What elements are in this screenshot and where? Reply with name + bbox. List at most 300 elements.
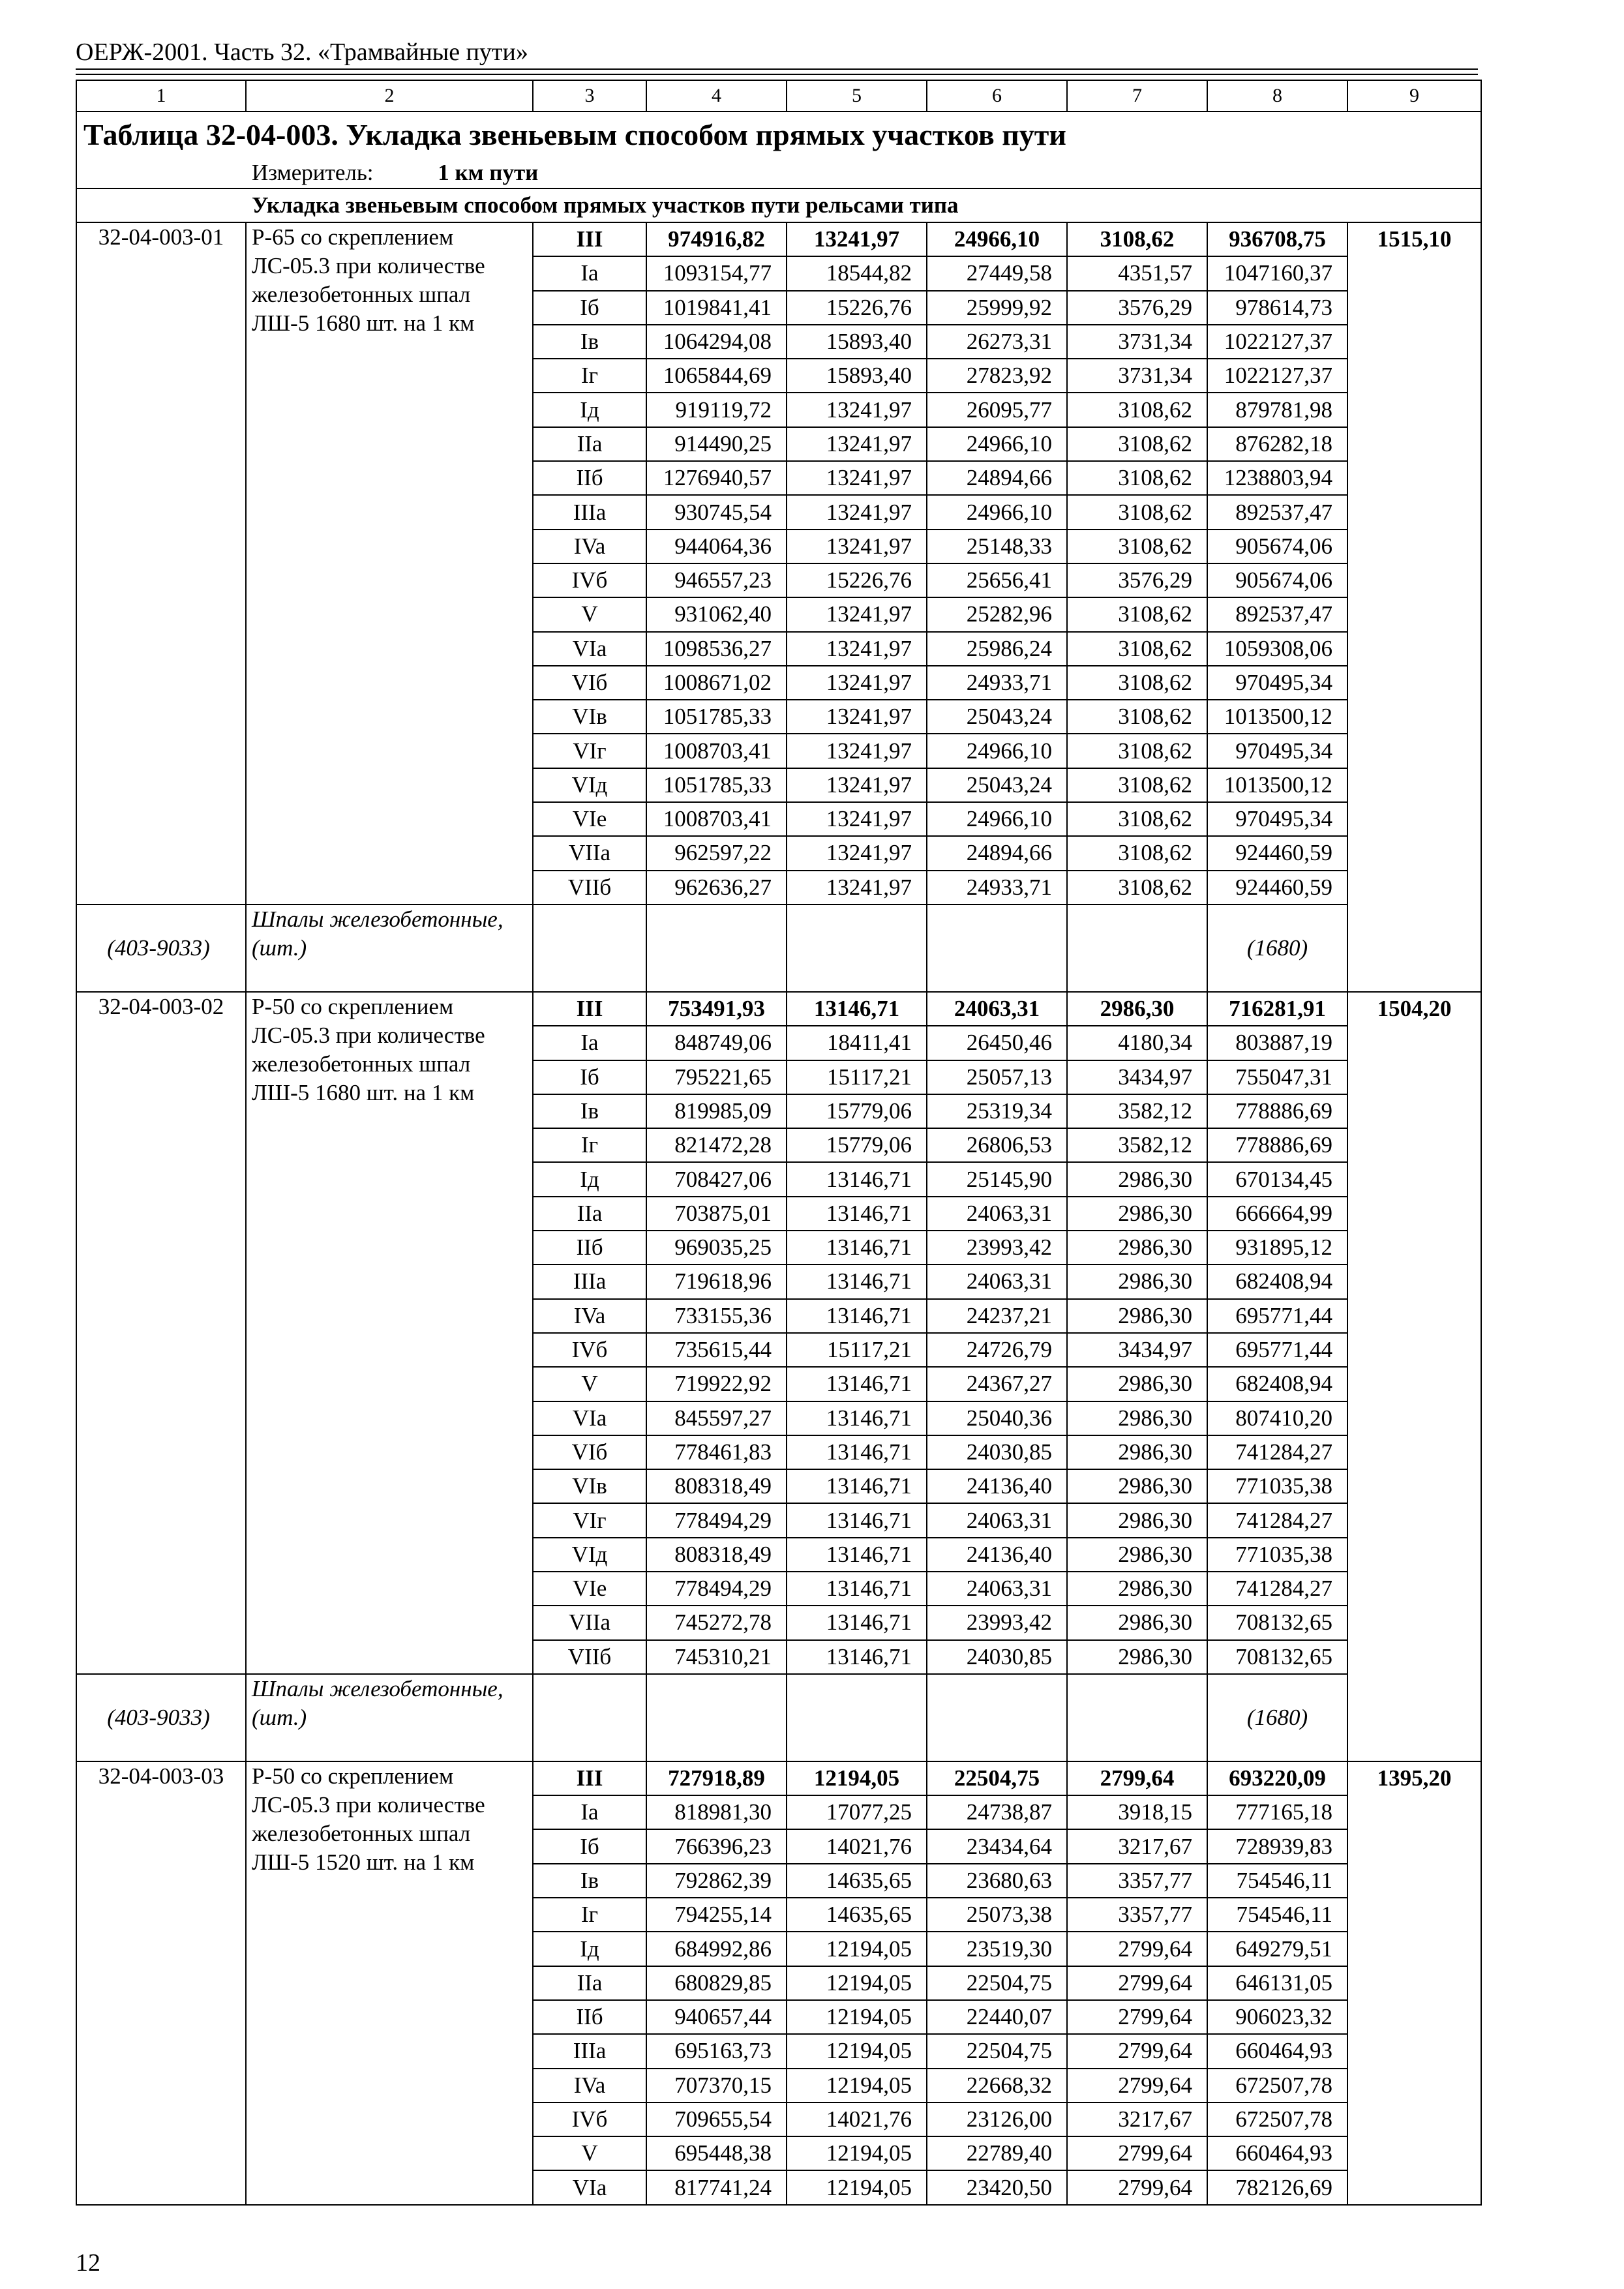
value-cell: 919119,72 — [646, 393, 787, 426]
zone-cell: Iб — [533, 1829, 646, 1863]
value-cell: 905674,06 — [1207, 563, 1347, 597]
value-cell: 18411,41 — [787, 1026, 927, 1060]
zone-cell: III — [533, 992, 646, 1026]
value-cell: 876282,18 — [1207, 427, 1347, 461]
value-cell: 795221,65 — [646, 1060, 787, 1094]
value-cell: 693220,09 — [1207, 1761, 1347, 1795]
value-cell: 15226,76 — [787, 291, 927, 325]
value-cell: 808318,49 — [646, 1469, 787, 1503]
value-cell: 26273,31 — [927, 325, 1067, 359]
value-cell: 3108,62 — [1067, 768, 1207, 802]
value-cell: 962597,22 — [646, 836, 787, 870]
value-cell: 22668,32 — [927, 2069, 1067, 2102]
value-cell: 821472,28 — [646, 1128, 787, 1162]
value-cell: 23680,63 — [927, 1864, 1067, 1898]
zone-cell: VIб — [533, 1435, 646, 1469]
value-cell: 2986,30 — [1067, 1503, 1207, 1537]
value-cell: 3217,67 — [1067, 1829, 1207, 1863]
value-cell: 3108,62 — [1067, 666, 1207, 700]
value-cell: 13146,71 — [787, 1367, 927, 1401]
measure-value: 1 км пути — [438, 160, 539, 185]
value-cell: 695771,44 — [1207, 1299, 1347, 1333]
value-cell: 2799,64 — [1067, 2069, 1207, 2102]
zone-cell: VIе — [533, 802, 646, 836]
value-cell: 930745,54 — [646, 495, 787, 529]
zone-cell: V — [533, 1367, 646, 1401]
table-title: Таблица 32-04-003. Укладка звеньевым способом прямых участков пути — [76, 112, 1481, 158]
value-cell: 15117,21 — [787, 1333, 927, 1367]
value-cell: 660464,93 — [1207, 2136, 1347, 2170]
value-cell: 24030,85 — [927, 1640, 1067, 1674]
empty-cell — [533, 1674, 646, 1761]
zone-cell: Iд — [533, 393, 646, 426]
value-cell: 13146,71 — [787, 1606, 927, 1639]
zone-cell: VIIa — [533, 1606, 646, 1639]
zone-cell: V — [533, 2136, 646, 2170]
rate-description — [246, 222, 533, 905]
value-cell: 695448,38 — [646, 2136, 787, 2170]
value-cell: 1051785,33 — [646, 700, 787, 734]
rate-code: 32-04-003-02 — [76, 992, 246, 1674]
zone-cell: III — [533, 222, 646, 256]
value-cell: 24063,31 — [927, 1572, 1067, 1606]
value-cell: 12194,05 — [787, 2136, 927, 2170]
value-cell: 3108,62 — [1067, 495, 1207, 529]
value-cell: 807410,20 — [1207, 1401, 1347, 1435]
value-cell: 978614,73 — [1207, 291, 1347, 325]
value-cell: 13146,71 — [787, 1231, 927, 1264]
value-cell: 3357,77 — [1067, 1864, 1207, 1898]
value-cell: 3108,62 — [1067, 393, 1207, 426]
value-cell: 1276940,57 — [646, 461, 787, 495]
value-cell: 719618,96 — [646, 1264, 787, 1298]
value-cell: 782126,69 — [1207, 2170, 1347, 2204]
value-cell: 1238803,94 — [1207, 461, 1347, 495]
value-cell: 818981,30 — [646, 1795, 787, 1829]
sleeper-qty: (1680) — [1207, 1674, 1347, 1761]
value-cell: 969035,25 — [646, 1231, 787, 1264]
value-cell: 26450,46 — [927, 1026, 1067, 1060]
value-cell: 2799,64 — [1067, 1966, 1207, 2000]
value-cell: 22440,07 — [927, 2000, 1067, 2034]
column-number: 2 — [246, 80, 533, 112]
value-cell: 3576,29 — [1067, 563, 1207, 597]
value-cell: 24933,71 — [927, 666, 1067, 700]
value-cell: 803887,19 — [1207, 1026, 1347, 1060]
labor-cell: 1504,20 — [1347, 992, 1481, 1761]
value-cell: 13241,97 — [787, 700, 927, 734]
value-cell: 13146,71 — [787, 1503, 927, 1537]
value-cell: 24136,40 — [927, 1538, 1067, 1572]
value-cell: 22504,75 — [927, 1966, 1067, 2000]
value-cell: 2799,64 — [1067, 2136, 1207, 2170]
value-cell: 2986,30 — [1067, 1469, 1207, 1503]
value-cell: 24966,10 — [927, 427, 1067, 461]
zone-cell: IIa — [533, 427, 646, 461]
zone-cell: IVa — [533, 2069, 646, 2102]
value-cell: 3108,62 — [1067, 597, 1207, 631]
value-cell: 13241,97 — [787, 802, 927, 836]
value-cell: 26806,53 — [927, 1128, 1067, 1162]
value-cell: 2986,30 — [1067, 1264, 1207, 1298]
zone-cell: V — [533, 597, 646, 631]
value-cell: 970495,34 — [1207, 802, 1347, 836]
value-cell: 1019841,41 — [646, 291, 787, 325]
value-cell: 735615,44 — [646, 1333, 787, 1367]
value-cell: 15117,21 — [787, 1060, 927, 1094]
value-cell: 946557,23 — [646, 563, 787, 597]
zone-cell: VIб — [533, 666, 646, 700]
value-cell: 27449,58 — [927, 256, 1067, 290]
value-cell: 24966,10 — [927, 222, 1067, 256]
value-cell: 940657,44 — [646, 2000, 787, 2034]
zone-cell: IVб — [533, 563, 646, 597]
column-number: 6 — [927, 80, 1067, 112]
value-cell: 741284,27 — [1207, 1503, 1347, 1537]
value-cell: 13241,97 — [787, 632, 927, 666]
value-cell: 794255,14 — [646, 1898, 787, 1932]
value-cell: 970495,34 — [1207, 666, 1347, 700]
value-cell: 670134,45 — [1207, 1162, 1347, 1196]
value-cell: 13146,71 — [787, 1435, 927, 1469]
zone-cell: VIa — [533, 632, 646, 666]
zone-cell: VIд — [533, 1538, 646, 1572]
zone-cell: Iб — [533, 291, 646, 325]
zone-cell: VIIб — [533, 1640, 646, 1674]
empty-cell — [787, 905, 927, 992]
sleeper-name — [246, 905, 533, 992]
page-number: 12 — [76, 2249, 100, 2277]
value-cell: 15226,76 — [787, 563, 927, 597]
column-number: 9 — [1347, 80, 1481, 112]
zone-cell: VIIб — [533, 871, 646, 905]
empty-cell — [927, 905, 1067, 992]
value-cell: 733155,36 — [646, 1299, 787, 1333]
zone-cell: IIIa — [533, 495, 646, 529]
value-cell: 13146,71 — [787, 1197, 927, 1231]
value-cell: 3217,67 — [1067, 2102, 1207, 2136]
value-cell: 753491,93 — [646, 992, 787, 1026]
zone-cell: Iв — [533, 325, 646, 359]
value-cell: 924460,59 — [1207, 836, 1347, 870]
value-cell: 13146,71 — [787, 1299, 927, 1333]
value-cell: 680829,85 — [646, 1966, 787, 2000]
value-cell: 13146,71 — [787, 1538, 927, 1572]
zone-cell: Iв — [533, 1094, 646, 1128]
zone-cell: VIд — [533, 768, 646, 802]
value-cell: 25040,36 — [927, 1401, 1067, 1435]
zone-cell: VIв — [533, 700, 646, 734]
value-cell: 25656,41 — [927, 563, 1067, 597]
value-cell: 3357,77 — [1067, 1898, 1207, 1932]
value-cell: 2986,30 — [1067, 1606, 1207, 1639]
zone-cell: IIб — [533, 1231, 646, 1264]
table-title-row — [76, 112, 1481, 158]
value-cell: 22789,40 — [927, 2136, 1067, 2170]
value-cell: 2986,30 — [1067, 1299, 1207, 1333]
rate-code: 32-04-003-03 — [76, 1761, 246, 2205]
value-cell: 3108,62 — [1067, 700, 1207, 734]
value-cell: 1008671,02 — [646, 666, 787, 700]
value-cell: 778494,29 — [646, 1572, 787, 1606]
value-cell: 24063,31 — [927, 1264, 1067, 1298]
value-cell: 25043,24 — [927, 768, 1067, 802]
value-cell: 24966,10 — [927, 734, 1067, 768]
value-cell: 24030,85 — [927, 1435, 1067, 1469]
value-cell: 25319,34 — [927, 1094, 1067, 1128]
value-cell: 716281,91 — [1207, 992, 1347, 1026]
zone-cell: IIб — [533, 2000, 646, 2034]
labor-cell: 1515,10 — [1347, 222, 1481, 992]
zone-cell: IVa — [533, 1299, 646, 1333]
zone-cell: VIa — [533, 1401, 646, 1435]
column-number: 8 — [1207, 80, 1347, 112]
rate-code: 32-04-003-01 — [76, 222, 246, 905]
value-cell: 24894,66 — [927, 461, 1067, 495]
value-cell: 2986,30 — [1067, 1538, 1207, 1572]
value-cell: 2799,64 — [1067, 2170, 1207, 2204]
value-cell: 1065844,69 — [646, 359, 787, 393]
zone-cell: IIa — [533, 1197, 646, 1231]
value-cell: 660464,93 — [1207, 2034, 1347, 2068]
value-cell: 14635,65 — [787, 1898, 927, 1932]
value-cell: 25282,96 — [927, 597, 1067, 631]
value-cell: 25057,13 — [927, 1060, 1067, 1094]
value-cell: 25043,24 — [927, 700, 1067, 734]
value-cell: 25999,92 — [927, 291, 1067, 325]
running-header: ОЕРЖ-2001. Часть 32. «Трамвайные пути» — [76, 38, 528, 66]
column-number: 1 — [76, 80, 246, 112]
value-cell: 22504,75 — [927, 2034, 1067, 2068]
sleeper-row — [76, 1674, 1481, 1761]
value-cell: 24367,27 — [927, 1367, 1067, 1401]
rate-description — [246, 1761, 533, 2205]
value-cell: 3108,62 — [1067, 632, 1207, 666]
empty-cell — [787, 1674, 927, 1761]
value-cell: 13146,71 — [787, 1572, 927, 1606]
value-cell: 24726,79 — [927, 1333, 1067, 1367]
value-cell: 819985,09 — [646, 1094, 787, 1128]
value-cell: 707370,15 — [646, 2069, 787, 2102]
zone-cell: Ia — [533, 1795, 646, 1829]
value-cell: 1059308,06 — [1207, 632, 1347, 666]
value-cell: 13146,71 — [787, 1640, 927, 1674]
zone-cell: IIб — [533, 461, 646, 495]
empty-cell — [927, 1674, 1067, 1761]
sleeper-code: (403-9033) — [76, 905, 246, 992]
value-cell: 15779,06 — [787, 1094, 927, 1128]
value-cell: 2986,30 — [1067, 1401, 1207, 1435]
zone-cell: VIв — [533, 1469, 646, 1503]
value-cell: 14021,76 — [787, 1829, 927, 1863]
value-cell: 12194,05 — [787, 2034, 927, 2068]
table-row — [76, 1761, 1481, 1795]
value-cell: 24966,10 — [927, 495, 1067, 529]
value-cell: 15893,40 — [787, 359, 927, 393]
value-cell: 771035,38 — [1207, 1538, 1347, 1572]
value-cell: 754546,11 — [1207, 1898, 1347, 1932]
value-cell: 13241,97 — [787, 871, 927, 905]
value-cell: 23519,30 — [927, 1932, 1067, 1966]
value-cell: 672507,78 — [1207, 2069, 1347, 2102]
value-cell: 25073,38 — [927, 1898, 1067, 1932]
empty-cell — [1067, 1674, 1207, 1761]
value-cell: 3108,62 — [1067, 871, 1207, 905]
value-cell: 24933,71 — [927, 871, 1067, 905]
zone-cell: VIг — [533, 734, 646, 768]
value-cell: 17077,25 — [787, 1795, 927, 1829]
empty-cell — [646, 1674, 787, 1761]
value-cell: 745272,78 — [646, 1606, 787, 1639]
value-cell: 13241,97 — [787, 734, 927, 768]
value-cell: 24966,10 — [927, 802, 1067, 836]
value-cell: 15779,06 — [787, 1128, 927, 1162]
value-cell: 13146,71 — [787, 1162, 927, 1196]
table-row — [76, 222, 1481, 256]
value-cell: 848749,06 — [646, 1026, 787, 1060]
value-cell: 3731,34 — [1067, 359, 1207, 393]
value-cell: 766396,23 — [646, 1829, 787, 1863]
column-number: 4 — [646, 80, 787, 112]
column-number: 7 — [1067, 80, 1207, 112]
value-cell: 13241,97 — [787, 836, 927, 870]
value-cell: 695163,73 — [646, 2034, 787, 2068]
rates-table — [76, 80, 1482, 2206]
value-cell: 14021,76 — [787, 2102, 927, 2136]
value-cell: 649279,51 — [1207, 1932, 1347, 1966]
value-cell: 24063,31 — [927, 1503, 1067, 1537]
value-cell: 1051785,33 — [646, 768, 787, 802]
zone-cell: IIa — [533, 1966, 646, 2000]
value-cell: 708427,06 — [646, 1162, 787, 1196]
value-cell: 12194,05 — [787, 2170, 927, 2204]
value-cell: 12194,05 — [787, 2000, 927, 2034]
labor-cell: 1395,20 — [1347, 1761, 1481, 2205]
value-cell: 2986,30 — [1067, 1640, 1207, 1674]
empty-cell — [1067, 905, 1207, 992]
value-cell: 666664,99 — [1207, 1197, 1347, 1231]
value-cell: 924460,59 — [1207, 871, 1347, 905]
value-cell: 2986,30 — [1067, 1231, 1207, 1264]
value-cell: 2986,30 — [1067, 1435, 1207, 1469]
value-cell: 1013500,12 — [1207, 700, 1347, 734]
value-cell: 777165,18 — [1207, 1795, 1347, 1829]
value-cell: 13241,97 — [787, 495, 927, 529]
value-cell: 2986,30 — [1067, 1197, 1207, 1231]
value-cell: 13146,71 — [787, 1469, 927, 1503]
column-number: 3 — [533, 80, 646, 112]
value-cell: 3108,62 — [1067, 427, 1207, 461]
value-cell: 13146,71 — [787, 1264, 927, 1298]
value-cell: 3731,34 — [1067, 325, 1207, 359]
value-cell: 24237,21 — [927, 1299, 1067, 1333]
table-row — [76, 992, 1481, 1026]
value-cell: 13146,71 — [787, 992, 927, 1026]
value-cell: 24063,31 — [927, 1197, 1067, 1231]
column-number: 5 — [787, 80, 927, 112]
sleeper-name — [246, 1674, 533, 1761]
value-cell: 2799,64 — [1067, 2000, 1207, 2034]
value-cell: 719922,92 — [646, 1367, 787, 1401]
value-cell: 727918,89 — [646, 1761, 787, 1795]
zone-cell: VIa — [533, 2170, 646, 2204]
value-cell: 2986,30 — [1067, 992, 1207, 1026]
empty-cell — [646, 905, 787, 992]
value-cell: 12194,05 — [787, 2069, 927, 2102]
sleeper-qty: (1680) — [1207, 905, 1347, 992]
value-cell: 3582,12 — [1067, 1094, 1207, 1128]
value-cell: 755047,31 — [1207, 1060, 1347, 1094]
value-cell: 13241,97 — [787, 222, 927, 256]
value-cell: 23993,42 — [927, 1606, 1067, 1639]
value-cell: 905674,06 — [1207, 530, 1347, 563]
value-cell: 13241,97 — [787, 666, 927, 700]
value-cell: 3108,62 — [1067, 222, 1207, 256]
value-cell: 23420,50 — [927, 2170, 1067, 2204]
value-cell: 24136,40 — [927, 1469, 1067, 1503]
value-cell: 23126,00 — [927, 2102, 1067, 2136]
value-cell: 672507,78 — [1207, 2102, 1347, 2136]
value-cell: 1008703,41 — [646, 802, 787, 836]
zone-cell: III — [533, 1761, 646, 1795]
value-cell: 845597,27 — [646, 1401, 787, 1435]
value-cell: 879781,98 — [1207, 393, 1347, 426]
value-cell: 3108,62 — [1067, 802, 1207, 836]
subtitle-row — [76, 188, 1481, 222]
zone-cell: Iг — [533, 1898, 646, 1932]
zone-cell: IVa — [533, 530, 646, 563]
value-cell: 13241,97 — [787, 393, 927, 426]
value-cell: 1013500,12 — [1207, 768, 1347, 802]
value-cell: 22504,75 — [927, 1761, 1067, 1795]
value-cell: 682408,94 — [1207, 1367, 1347, 1401]
rate-description-text: Р-65 со скреплением ЛС-05.3 при количестве железобетонных шпал ЛШ-5 1680 шт. на 1 км — [252, 224, 485, 336]
zone-cell: VIе — [533, 1572, 646, 1606]
value-cell: 709655,54 — [646, 2102, 787, 2136]
value-cell: 1008703,41 — [646, 734, 787, 768]
value-cell: 13241,97 — [787, 427, 927, 461]
value-cell: 13146,71 — [787, 1401, 927, 1435]
zone-cell: Iг — [533, 1128, 646, 1162]
value-cell: 3434,97 — [1067, 1333, 1207, 1367]
value-cell: 3582,12 — [1067, 1128, 1207, 1162]
measure-row — [76, 158, 1481, 188]
value-cell: 25148,33 — [927, 530, 1067, 563]
value-cell: 778886,69 — [1207, 1094, 1347, 1128]
value-cell: 13241,97 — [787, 597, 927, 631]
value-cell: 1047160,37 — [1207, 256, 1347, 290]
zone-cell: Iд — [533, 1162, 646, 1196]
value-cell: 13241,97 — [787, 461, 927, 495]
sleeper-row — [76, 905, 1481, 992]
sleeper-code: (403-9033) — [76, 1674, 246, 1761]
value-cell: 14635,65 — [787, 1864, 927, 1898]
value-cell: 808318,49 — [646, 1538, 787, 1572]
value-cell: 13241,97 — [787, 530, 927, 563]
value-cell: 914490,25 — [646, 427, 787, 461]
value-cell: 1064294,08 — [646, 325, 787, 359]
value-cell: 1022127,37 — [1207, 325, 1347, 359]
value-cell: 2986,30 — [1067, 1367, 1207, 1401]
value-cell: 695771,44 — [1207, 1333, 1347, 1367]
value-cell: 25145,90 — [927, 1162, 1067, 1196]
value-cell: 4351,57 — [1067, 256, 1207, 290]
value-cell: 18544,82 — [787, 256, 927, 290]
zone-cell: IVб — [533, 1333, 646, 1367]
value-cell: 2986,30 — [1067, 1162, 1207, 1196]
value-cell: 936708,75 — [1207, 222, 1347, 256]
value-cell: 792862,39 — [646, 1864, 787, 1898]
